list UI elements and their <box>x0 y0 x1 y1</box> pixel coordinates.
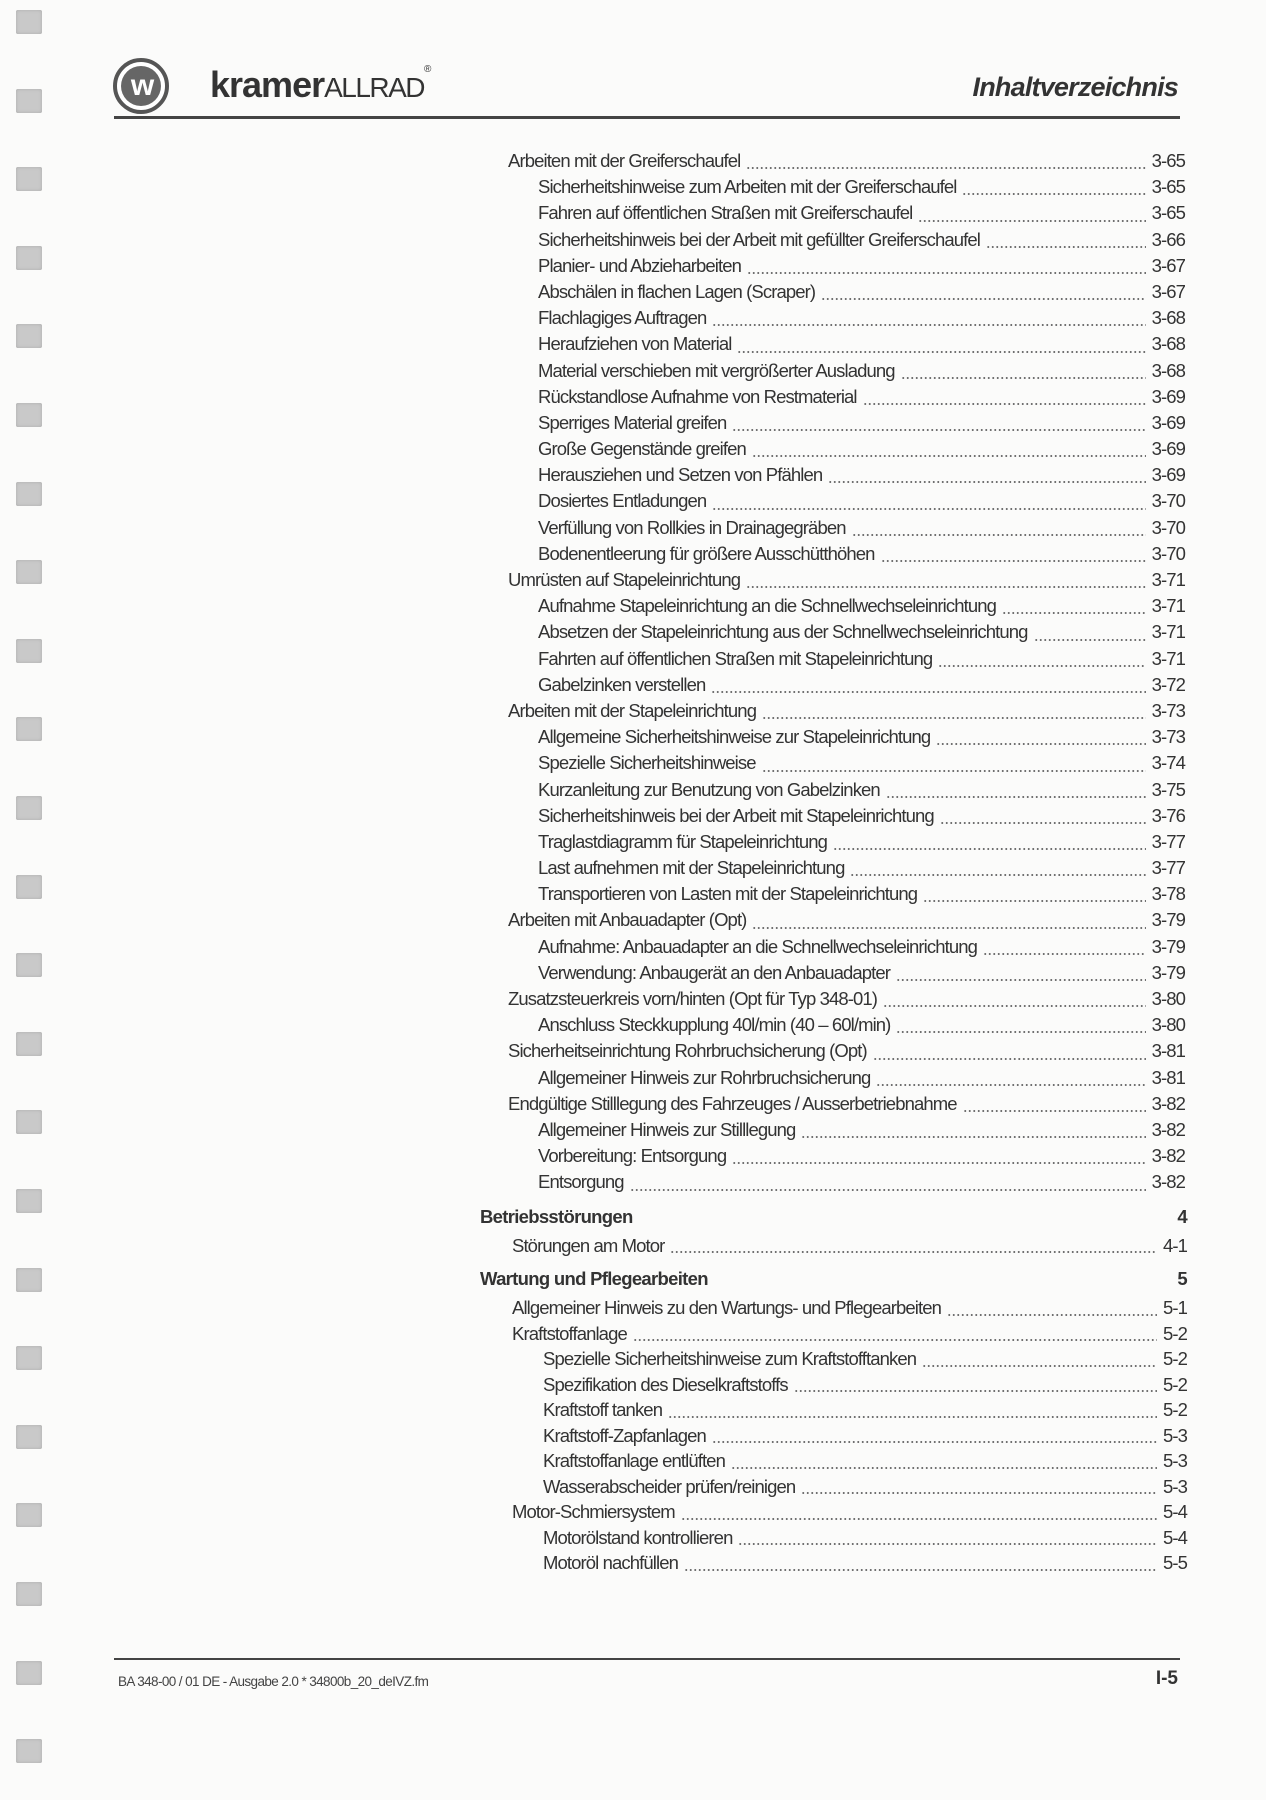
toc-entry-page: 5-3 <box>1162 1450 1187 1471</box>
binder-hole <box>16 1032 42 1056</box>
toc-entry-title: Absetzen der Stapeleinrichtung aus der Schnellwechseleinrichtung <box>538 621 1028 643</box>
toc-entry-page: 3-82 <box>1151 1092 1185 1114</box>
toc-chapter-heading[interactable] <box>480 1268 1185 1297</box>
footer-divider <box>114 1658 1180 1660</box>
toc-entry[interactable] <box>480 150 1185 176</box>
toc-entry-page: 3-69 <box>1151 385 1185 407</box>
binder-hole <box>16 1189 42 1213</box>
toc-entry-page: 5-2 <box>1162 1348 1187 1369</box>
toc-entry-page: 5-4 <box>1162 1501 1187 1522</box>
dot-leader <box>983 952 1146 956</box>
toc-entry-title: Last aufnehmen mit der Stapeleinrichtung <box>538 857 845 879</box>
dot-leader <box>732 428 1145 432</box>
toc-entry-page: 3-82 <box>1151 1118 1185 1140</box>
toc-entry-page: 3-80 <box>1151 1014 1185 1036</box>
toc-entry-page: 3-65 <box>1151 202 1185 224</box>
dot-leader <box>731 1466 1157 1470</box>
toc-entry-page: 3-75 <box>1151 778 1185 800</box>
toc-entry-title: Wasserabscheider prüfen/reinigen <box>543 1475 796 1497</box>
toc-entry-page: 3-81 <box>1151 1066 1185 1088</box>
toc-entry-page: 3-65 <box>1151 176 1185 198</box>
toc-entry-page: 3-72 <box>1151 673 1185 695</box>
page-title: Inhaltverzeichnis <box>972 72 1178 102</box>
toc-entry[interactable] <box>480 752 1185 778</box>
toc-entry[interactable] <box>480 1235 1185 1261</box>
toc-entry-page: 3-65 <box>1151 150 1185 171</box>
toc-entry-page: 3-70 <box>1151 516 1185 538</box>
toc-entry-page: 3-82 <box>1151 1171 1185 1193</box>
binder-hole <box>16 1582 42 1606</box>
binder-hole <box>16 1661 42 1685</box>
dot-leader <box>712 507 1145 511</box>
binder-hole <box>16 1346 42 1370</box>
toc-entry-title: Allgemeiner Hinweis zu den Wartungs- und Pflegearbeiten <box>512 1297 942 1318</box>
toc-entry[interactable] <box>480 1374 1185 1400</box>
header-divider <box>114 116 1180 119</box>
toc-entry-page: 3-82 <box>1151 1145 1185 1167</box>
dot-leader <box>762 716 1145 720</box>
binder-hole <box>16 1503 42 1527</box>
toc-entry[interactable] <box>480 1093 1185 1119</box>
toc-entry[interactable] <box>480 490 1185 516</box>
kramer-logo <box>113 58 169 114</box>
toc-entry[interactable] <box>480 464 1185 490</box>
dot-leader <box>801 1135 1145 1139</box>
toc-entry-title: Zusatzsteuerkreis vorn/hinten (Opt für Typ 348-01) <box>508 988 878 1009</box>
toc-entry[interactable] <box>480 1323 1185 1349</box>
toc-entry-page: 5-3 <box>1162 1424 1187 1446</box>
binder-hole <box>16 324 42 348</box>
dot-leader <box>714 1287 1172 1291</box>
toc-entry-title: Material verschieben mit vergrößerter Ausladung <box>538 359 895 381</box>
dot-leader <box>633 1338 1157 1342</box>
dot-leader <box>668 1415 1157 1419</box>
toc-entry[interactable] <box>480 1119 1185 1145</box>
toc-entry-title: Fahren auf öffentlichen Straßen mit Greiferschaufel <box>538 202 913 224</box>
toc-entry[interactable] <box>480 831 1185 857</box>
dot-leader <box>828 480 1145 484</box>
binder-hole <box>16 403 42 427</box>
dot-leader <box>746 585 1145 589</box>
dot-leader <box>639 1225 1172 1229</box>
toc-entry-title: Sicherheitshinweis bei der Arbeit mit gefüllter Greiferschaufel <box>538 228 981 250</box>
toc-entry-title: Spezielle Sicherheitshinweise zum Kraftstofftanken <box>543 1348 917 1369</box>
toc-entry-page: 3-81 <box>1151 1040 1185 1062</box>
dot-leader <box>881 559 1146 563</box>
toc-entry[interactable] <box>480 543 1185 569</box>
dot-leader <box>918 219 1145 223</box>
toc-entry-title: Planier- und Abzieharbeiten <box>538 254 741 276</box>
dot-leader <box>794 1389 1157 1393</box>
toc-entry-title: Gabelzinken verstellen <box>538 673 706 695</box>
toc-entry[interactable] <box>480 1040 1185 1066</box>
toc-entry-title: Dosiertes Entladungen <box>538 490 707 512</box>
dot-leader <box>801 1491 1157 1495</box>
dot-leader <box>1002 611 1146 615</box>
binder-hole <box>16 953 42 977</box>
toc-entry[interactable] <box>480 1014 1185 1040</box>
dot-leader <box>738 1542 1156 1546</box>
toc-entry[interactable] <box>480 333 1185 359</box>
toc-entry-page: 3-73 <box>1151 726 1185 748</box>
table-of-contents <box>480 150 1185 1578</box>
dot-leader <box>940 821 1146 825</box>
toc-entry-page: 3-70 <box>1151 490 1185 512</box>
brand-name <box>210 64 430 106</box>
brand-light: ALLRAD <box>324 72 425 103</box>
toc-entry[interactable] <box>480 1425 1185 1451</box>
dot-leader <box>923 899 1145 903</box>
brand-bold: kramer <box>210 64 325 105</box>
dot-leader <box>821 297 1145 301</box>
dot-leader <box>886 795 1146 799</box>
toc-entry-page: 4 <box>1177 1205 1187 1227</box>
toc-entry-page: 5-3 <box>1162 1475 1187 1497</box>
toc-entry-page: 3-69 <box>1151 464 1185 486</box>
toc-entry[interactable] <box>480 202 1185 228</box>
toc-entry[interactable] <box>480 857 1185 883</box>
toc-entry-title: Anschluss Steckkupplung 40l/min (40 – 60l/min) <box>538 1014 891 1036</box>
toc-entry-page: 3-76 <box>1151 804 1185 826</box>
toc-entry[interactable] <box>480 1348 1185 1374</box>
toc-entry-page: 5-4 <box>1162 1526 1187 1548</box>
binder-hole <box>16 10 42 34</box>
dot-leader <box>681 1517 1157 1521</box>
toc-entry[interactable] <box>480 700 1185 726</box>
toc-entry-page: 5-1 <box>1162 1297 1187 1318</box>
binder-hole <box>16 639 42 663</box>
toc-entry[interactable] <box>480 936 1185 962</box>
dot-leader <box>947 1313 1157 1317</box>
toc-entry[interactable] <box>480 988 1185 1014</box>
toc-entry-page: 4-1 <box>1162 1234 1187 1256</box>
toc-entry-page: 5-2 <box>1162 1399 1187 1420</box>
dot-leader <box>712 1440 1157 1444</box>
toc-entry-title: Sperriges Material greifen <box>538 411 727 433</box>
toc-entry-page: 3-74 <box>1151 752 1185 774</box>
toc-entry[interactable] <box>480 360 1185 386</box>
toc-entry-page: 3-73 <box>1151 699 1185 721</box>
dot-leader <box>746 166 1145 170</box>
toc-entry-page: 3-70 <box>1151 542 1185 564</box>
binder-hole <box>16 1110 42 1134</box>
dot-leader <box>737 350 1145 354</box>
toc-entry-page: 3-71 <box>1151 595 1185 617</box>
toc-chapter-heading[interactable] <box>480 1206 1185 1235</box>
toc-entry[interactable] <box>480 1450 1185 1476</box>
toc-entry-page: 3-78 <box>1151 883 1185 905</box>
dot-leader <box>896 978 1145 982</box>
toc-entry-title: Arbeiten mit der Greiferschaufel <box>508 150 741 171</box>
toc-entry-title: Traglastdiagramm für Stapeleinrichtung <box>538 830 828 852</box>
dot-leader <box>938 664 1145 668</box>
toc-entry-title: Allgemeine Sicherheitshinweise zur Stapeleinrichtung <box>538 726 931 748</box>
toc-entry[interactable] <box>480 1552 1185 1578</box>
toc-entry[interactable] <box>480 962 1185 988</box>
toc-entry-title: Flachlagiges Auftragen <box>538 307 707 329</box>
dot-leader <box>901 376 1146 380</box>
toc-entry-title: Wartung und Pflegearbeiten <box>480 1268 708 1289</box>
toc-entry[interactable] <box>480 281 1185 307</box>
toc-entry-title: Umrüsten auf Stapeleinrichtung <box>508 569 741 590</box>
toc-entry[interactable] <box>480 1399 1185 1425</box>
dot-leader <box>863 402 1146 406</box>
toc-entry[interactable] <box>480 1145 1185 1171</box>
dot-leader <box>852 533 1146 537</box>
toc-entry-page: 3-79 <box>1151 909 1185 931</box>
footer-doc-reference: BA 348-00 / 01 DE - Ausgabe 2.0 * 34800b_20_deIVZ.fm <box>118 1674 429 1689</box>
toc-entry[interactable] <box>480 674 1185 700</box>
dot-leader <box>850 873 1145 877</box>
toc-entry[interactable] <box>480 883 1185 909</box>
toc-entry-title: Sicherheitshinweis bei der Arbeit mit Stapeleinrichtung <box>538 804 934 826</box>
toc-entry-title: Spezielle Sicherheitshinweise <box>538 752 756 774</box>
toc-entry-title: Aufnahme: Anbauadapter an die Schnellwechseleinrichtung <box>538 935 978 957</box>
toc-entry[interactable] <box>480 1527 1185 1553</box>
dot-leader <box>732 1161 1145 1165</box>
brand-registered: ® <box>424 64 431 75</box>
toc-entry[interactable] <box>480 621 1185 647</box>
toc-entry-title: Kurzanleitung zur Benutzung von Gabelzinken <box>538 778 880 800</box>
toc-entry-page: 5-2 <box>1162 1322 1187 1344</box>
toc-entry-page: 3-71 <box>1151 569 1185 590</box>
dot-leader <box>752 926 1145 930</box>
toc-entry-title: Kraftstoffanlage <box>512 1322 627 1344</box>
toc-entry-title: Große Gegenstände greifen <box>538 438 746 460</box>
toc-entry-title: Arbeiten mit der Stapeleinrichtung <box>508 699 757 721</box>
toc-entry[interactable] <box>480 307 1185 333</box>
toc-entry-page: 3-67 <box>1151 280 1185 302</box>
toc-entry-page: 3-68 <box>1151 359 1185 381</box>
toc-entry-title: Entsorgung <box>538 1171 624 1193</box>
binder-hole <box>16 560 42 584</box>
binder-hole <box>16 246 42 270</box>
toc-entry-title: Motorölstand kontrollieren <box>543 1526 733 1548</box>
toc-entry-page: 3-69 <box>1151 411 1185 433</box>
footer-page-number: I-5 <box>1155 1668 1178 1689</box>
toc-entry-title: Fahrten auf öffentlichen Straßen mit Stapeleinrichtung <box>538 647 933 669</box>
toc-entry[interactable] <box>480 595 1185 621</box>
toc-entry-page: 3-79 <box>1151 935 1185 957</box>
dot-leader <box>936 742 1145 746</box>
dot-leader <box>762 769 1146 773</box>
binder-hole <box>16 167 42 191</box>
toc-entry-page: 3-68 <box>1151 307 1185 329</box>
toc-entry[interactable] <box>480 1476 1185 1502</box>
toc-entry-title: Heraufziehen von Material <box>538 333 732 355</box>
toc-entry-title: Arbeiten mit Anbauadapter (Opt) <box>508 909 747 931</box>
toc-entry-title: Abschälen in flachen Lagen (Scraper) <box>538 280 816 302</box>
toc-entry-title: Sicherheitshinweise zum Arbeiten mit der Greiferschaufel <box>538 176 957 198</box>
toc-entry-title: Allgemeiner Hinweis zur Rohrbruchsicherung <box>538 1066 871 1088</box>
toc-entry-title: Rückstandlose Aufnahme von Restmaterial <box>538 385 857 407</box>
dot-leader <box>986 245 1146 249</box>
dot-leader <box>630 1188 1146 1192</box>
toc-entry[interactable] <box>480 386 1185 412</box>
toc-entry-title: Endgültige Stilllegung des Fahrzeuges / Ausserbetriebnahme <box>508 1092 957 1114</box>
toc-entry-title: Kraftstoff tanken <box>543 1399 663 1420</box>
toc-entry-title: Betriebsstörungen <box>480 1205 633 1227</box>
toc-entry-title: Aufnahme Stapeleinrichtung an die Schnellwechseleinrichtung <box>538 595 997 617</box>
binder-hole <box>16 717 42 741</box>
toc-entry-title: Allgemeiner Hinweis zur Stilllegung <box>538 1118 796 1140</box>
toc-entry-title: Transportieren von Lasten mit der Stapeleinrichtung <box>538 883 918 905</box>
toc-entry-title: Störungen am Motor <box>512 1234 665 1256</box>
toc-entry-title: Vorbereitung: Entsorgung <box>538 1145 727 1167</box>
toc-entry-page: 3-68 <box>1151 333 1185 355</box>
logo-letter: w <box>121 66 161 106</box>
dot-leader <box>684 1568 1157 1572</box>
binder-hole <box>16 796 42 820</box>
toc-entry-title: Verfüllung von Rollkies in Drainagegräben <box>538 516 846 538</box>
dot-leader <box>711 690 1145 694</box>
toc-entry[interactable] <box>480 569 1185 595</box>
toc-entry[interactable] <box>480 517 1185 543</box>
binder-hole <box>16 1425 42 1449</box>
toc-entry-title: Motor-Schmiersystem <box>512 1501 675 1522</box>
toc-entry[interactable] <box>480 229 1185 255</box>
toc-entry-page: 5-5 <box>1162 1552 1187 1573</box>
toc-entry[interactable] <box>480 1501 1185 1527</box>
dot-leader <box>896 1030 1145 1034</box>
dot-leader <box>712 323 1145 327</box>
toc-entry-page: 3-79 <box>1151 961 1185 983</box>
dot-leader <box>962 192 1145 196</box>
toc-entry[interactable] <box>480 1297 1185 1323</box>
toc-entry[interactable] <box>480 255 1185 281</box>
toc-entry-page: 3-67 <box>1151 254 1185 276</box>
toc-entry-page: 3-77 <box>1151 857 1185 879</box>
toc-entry-page: 5-2 <box>1162 1373 1187 1395</box>
dot-leader <box>752 454 1146 458</box>
toc-entry-page: 3-69 <box>1151 438 1185 460</box>
toc-entry[interactable] <box>480 176 1185 202</box>
toc-entry[interactable] <box>480 1067 1185 1093</box>
toc-entry[interactable] <box>480 909 1185 935</box>
dot-leader <box>670 1250 1157 1254</box>
toc-entry-title: Kraftstoff-Zapfanlagen <box>543 1424 706 1446</box>
toc-entry-page: 3-66 <box>1151 228 1185 250</box>
toc-entry[interactable] <box>480 1171 1185 1197</box>
binder-hole <box>16 1739 42 1763</box>
toc-entry[interactable] <box>480 779 1185 805</box>
binder-hole <box>16 482 42 506</box>
toc-entry[interactable] <box>480 805 1185 831</box>
dot-leader <box>747 271 1146 275</box>
toc-entry-title: Herausziehen und Setzen von Pfählen <box>538 464 823 486</box>
dot-leader <box>873 1057 1146 1061</box>
toc-entry-title: Kraftstoffanlage entlüften <box>543 1450 725 1471</box>
binder-hole <box>16 875 42 899</box>
dot-leader <box>963 1109 1146 1113</box>
toc-entry-page: 3-71 <box>1151 647 1185 669</box>
binder-hole <box>16 1268 42 1292</box>
toc-entry-page: 5 <box>1177 1268 1187 1289</box>
toc-entry-title: Sicherheitseinrichtung Rohrbruchsicherung (Opt) <box>508 1040 867 1062</box>
toc-entry-title: Spezifikation des Dieselkraftstoffs <box>543 1373 788 1395</box>
dot-leader <box>1034 638 1146 642</box>
toc-entry[interactable] <box>480 412 1185 438</box>
dot-leader <box>883 1004 1146 1008</box>
toc-entry-title: Verwendung: Anbaugerät an den Anbauadapter <box>538 961 891 983</box>
dot-leader <box>876 1083 1145 1087</box>
dot-leader <box>833 847 1146 851</box>
toc-entry-page: 3-77 <box>1151 830 1185 852</box>
toc-entry-title: Motoröl nachfüllen <box>543 1552 678 1573</box>
toc-entry-page: 3-71 <box>1151 621 1185 643</box>
toc-entry[interactable] <box>480 726 1185 752</box>
binder-hole <box>16 89 42 113</box>
dot-leader <box>922 1364 1157 1368</box>
toc-entry[interactable] <box>480 648 1185 674</box>
toc-entry-page: 3-80 <box>1151 988 1185 1009</box>
toc-entry[interactable] <box>480 438 1185 464</box>
toc-entry-title: Bodenentleerung für größere Ausschütthöhen <box>538 542 875 564</box>
